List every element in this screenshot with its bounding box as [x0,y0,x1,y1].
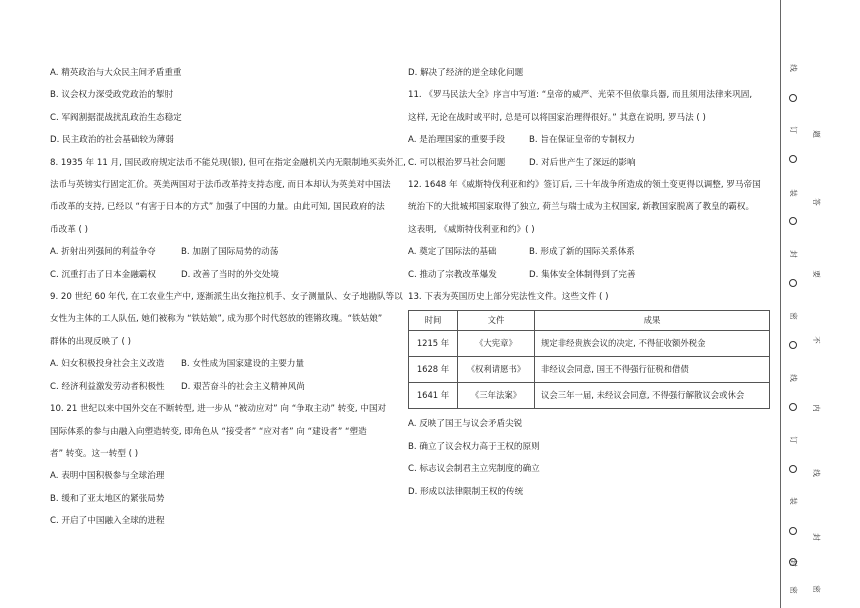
table-cell: 1628 年 [409,357,458,383]
constitution-table [408,310,770,409]
binding-seal-char: 线 [788,64,798,72]
q8-option-a[interactable]: A. 折射出列强间的利益争夺 [50,247,156,258]
q11-option-c[interactable]: C. 可以根治罗马社会问题 [408,157,506,168]
binding-seal-char: 封 [788,559,798,567]
table-cell: 1641 年 [409,383,458,409]
q9-option-d[interactable]: D. 艰苦奋斗的社会主义精神风尚 [181,381,305,392]
q9-options-row [50,353,398,375]
q10-option-a[interactable]: A. 表明中国积极参与全球治理 [50,471,165,482]
table-row [409,357,770,383]
table-cell: 《三年法案》 [458,383,535,409]
binding-hole-icon [789,217,797,225]
q10-option-b[interactable]: B. 缓和了亚太地区的紧张局势 [50,493,165,504]
binding-notice-char: 题 [811,130,821,138]
q9-option-b[interactable]: B. 女性成为国家建设的主要力量 [181,359,305,370]
binding-seal-char: 密 [788,312,798,320]
table-cell: 《大宪章》 [458,331,535,357]
q12-option-a[interactable]: A. 奠定了国际法的基础 [408,247,497,258]
binding-seal-char: 密 [788,586,798,594]
q12-options-row [408,264,780,286]
q11-stem-line: 11. 《罗马民法大全》序言中写道: “皇帝的威严、光荣不但依靠兵器, 而且须用法律来巩固, [408,90,753,101]
table-row [409,331,770,357]
table-cell: 1215 年 [409,331,458,357]
q10-option-d[interactable]: D. 解决了经济的逆全球化问题 [408,68,524,78]
table-row [409,383,770,409]
binding-hole-icon [789,465,797,473]
binding-notice-char: 密 [811,585,821,593]
binding-notice-char: 线 [811,469,821,477]
q8-stem-line: 8. 1935 年 11 月, 国民政府规定法币不能兑现(银), 但可在指定金融机关内无限制地买卖外汇, [50,157,406,168]
q11-options-row [408,152,780,174]
binding-hole-icon [789,279,797,287]
q12-stem-line: 统治下的大批城邦国家取得了独立, 荷兰与瑞士成为主权国家, 新教国家脱离了教皇的霸权。 [408,202,755,213]
q8-option-c[interactable]: C. 沉重打击了日本金融霸权 [50,269,156,280]
binding-notice-char: 要 [811,270,821,278]
q12-stem-line: 这表明, 《威斯特伐利亚和约》( ) [408,224,535,235]
q11-option-d[interactable]: D. 对后世产生了深远的影响 [529,157,636,168]
q9-stem-line: 群体的出现反映了 ( ) [50,336,131,347]
q8-option-b[interactable]: B. 加剧了国际局势的动荡 [181,247,279,258]
q9-option-c[interactable]: C. 经济利益激发劳动者积极性 [50,381,165,392]
q8-options-row [50,264,398,286]
binding-hole-icon [789,403,797,411]
table-header: 成果 [535,311,770,331]
q11-options-row [408,129,780,151]
binding-hole-icon [789,341,797,349]
binding-hole-icon [789,527,797,535]
table-header-row [409,311,770,331]
binding-hole-icon [789,94,797,102]
q7-option-d[interactable]: D. 民主政治的社会基础较为薄弱 [50,135,174,146]
q8-options-row [50,241,398,263]
table-header: 时间 [409,311,458,331]
q10-stem-line: 国际体系的参与由融入向塑造转变, 即角色从 “接受者” “应对者” 向 “建设者” “塑造 [50,426,367,437]
q12-options-row [408,241,780,263]
q9-stem-line: 9. 20 世纪 60 年代, 在工农业生产中, 逐渐派生出女拖拉机手、女子测量队、女子地勘队等以 [50,292,403,303]
table-header: 文件 [458,311,535,331]
binding-notice-char: 答 [811,198,821,206]
q7-option-c[interactable]: C. 军阀割据混战扰乱政治生态稳定 [50,112,182,123]
q7-option-a[interactable]: A. 精英政治与大众民主间矛盾重重 [50,68,182,78]
q8-option-d[interactable]: D. 改善了当时的外交处境 [181,269,280,280]
binding-hole-icon [789,155,797,163]
q8-stem-line: 币改革 ( ) [50,224,88,235]
q10-stem-line: 10. 21 世纪以来中国外交在不断转型, 进一步从 “被动应对” 向 “争取主动” 转变, 中国对 [50,404,387,415]
left-column [50,62,406,533]
q7-option-b[interactable]: B. 议会权力深受政党政治的掣肘 [50,90,174,101]
q13-option-a[interactable]: A. 反映了国王与议会矛盾尖锐 [408,419,523,430]
binding-seal-char: 订 [788,436,798,444]
q13-option-c[interactable]: C. 标志议会制君主立宪制度的确立 [408,464,540,475]
q12-stem-line: 12. 1648 年《威斯特伐利亚和约》签订后, 三十年战争所造成的领土变更得以调整, 罗马帝国 [408,180,761,191]
table-cell: 规定非经贵族会议的决定, 不得征收额外税金 [535,331,770,357]
binding-seal-char: 线 [788,374,798,382]
table-cell: 《权利请愿书》 [458,357,535,383]
binding-notice-char: 不 [811,336,821,344]
binding-notice-char: 内 [811,404,821,412]
binding-seal-char: 封 [788,250,798,258]
binding-hole-icon [789,558,797,566]
table-cell: 议会三年一届, 未经议会同意, 不得强行解散议会或休会 [535,383,770,409]
q12-option-c[interactable]: C. 推动了宗教改革爆发 [408,269,497,280]
q10-stem-line: 者” 转变。这一转型 ( ) [50,448,139,459]
q8-stem-line: 币改革的支持, 已经以 “有害于日本的方式” 加强了中国的力量。由此可知, 国民政府的法 [50,202,385,213]
table-cell: 非经议会同意, 国王不得强行征税和借债 [535,357,770,383]
q9-option-a[interactable]: A. 妇女积极投身社会主义改造 [50,359,165,370]
binding-seal-char: 装 [788,497,798,505]
q11-option-a[interactable]: A. 是治理国家的重要手段 [408,135,506,146]
q12-option-b[interactable]: B. 形成了新的国际关系体系 [529,247,635,258]
q9-stem-line: 女性为主体的工人队伍, 她们被称为 “铁姑娘”, 成为那个时代怒放的铿锵玫瑰。“铁姑娘” [50,314,383,325]
q13-option-d[interactable]: D. 形成以法律限制王权的传统 [408,486,524,497]
q8-stem-line: 法币与英镑实行固定汇价。英美两国对于法币改革持支持态度, 而日本却认为英美对中国法 [50,180,391,191]
q12-option-d[interactable]: D. 集体安全体制得到了完善 [529,269,636,280]
binding-seal-char: 订 [788,126,798,134]
q11-stem-line: 这样, 无论在战时或平时, 总是可以将国家治理得很好。” 其意在说明, 罗马法 ( ) [408,112,706,123]
binding-notice-char: 封 [811,533,821,541]
right-column [408,62,780,503]
q10-option-c[interactable]: C. 开启了中国融入全球的进程 [50,516,165,527]
q11-option-b[interactable]: B. 旨在保证皇帝的专制权力 [529,135,635,146]
q9-options-row [50,376,398,398]
binding-margin [780,0,860,608]
q13-stem: 13. 下表为英国历史上部分宪法性文件。这些文件 ( ) [408,292,609,303]
binding-seal-char: 装 [788,189,798,197]
binding-line [780,0,781,608]
q13-option-b[interactable]: B. 确立了议会权力高于王权的原则 [408,441,540,452]
